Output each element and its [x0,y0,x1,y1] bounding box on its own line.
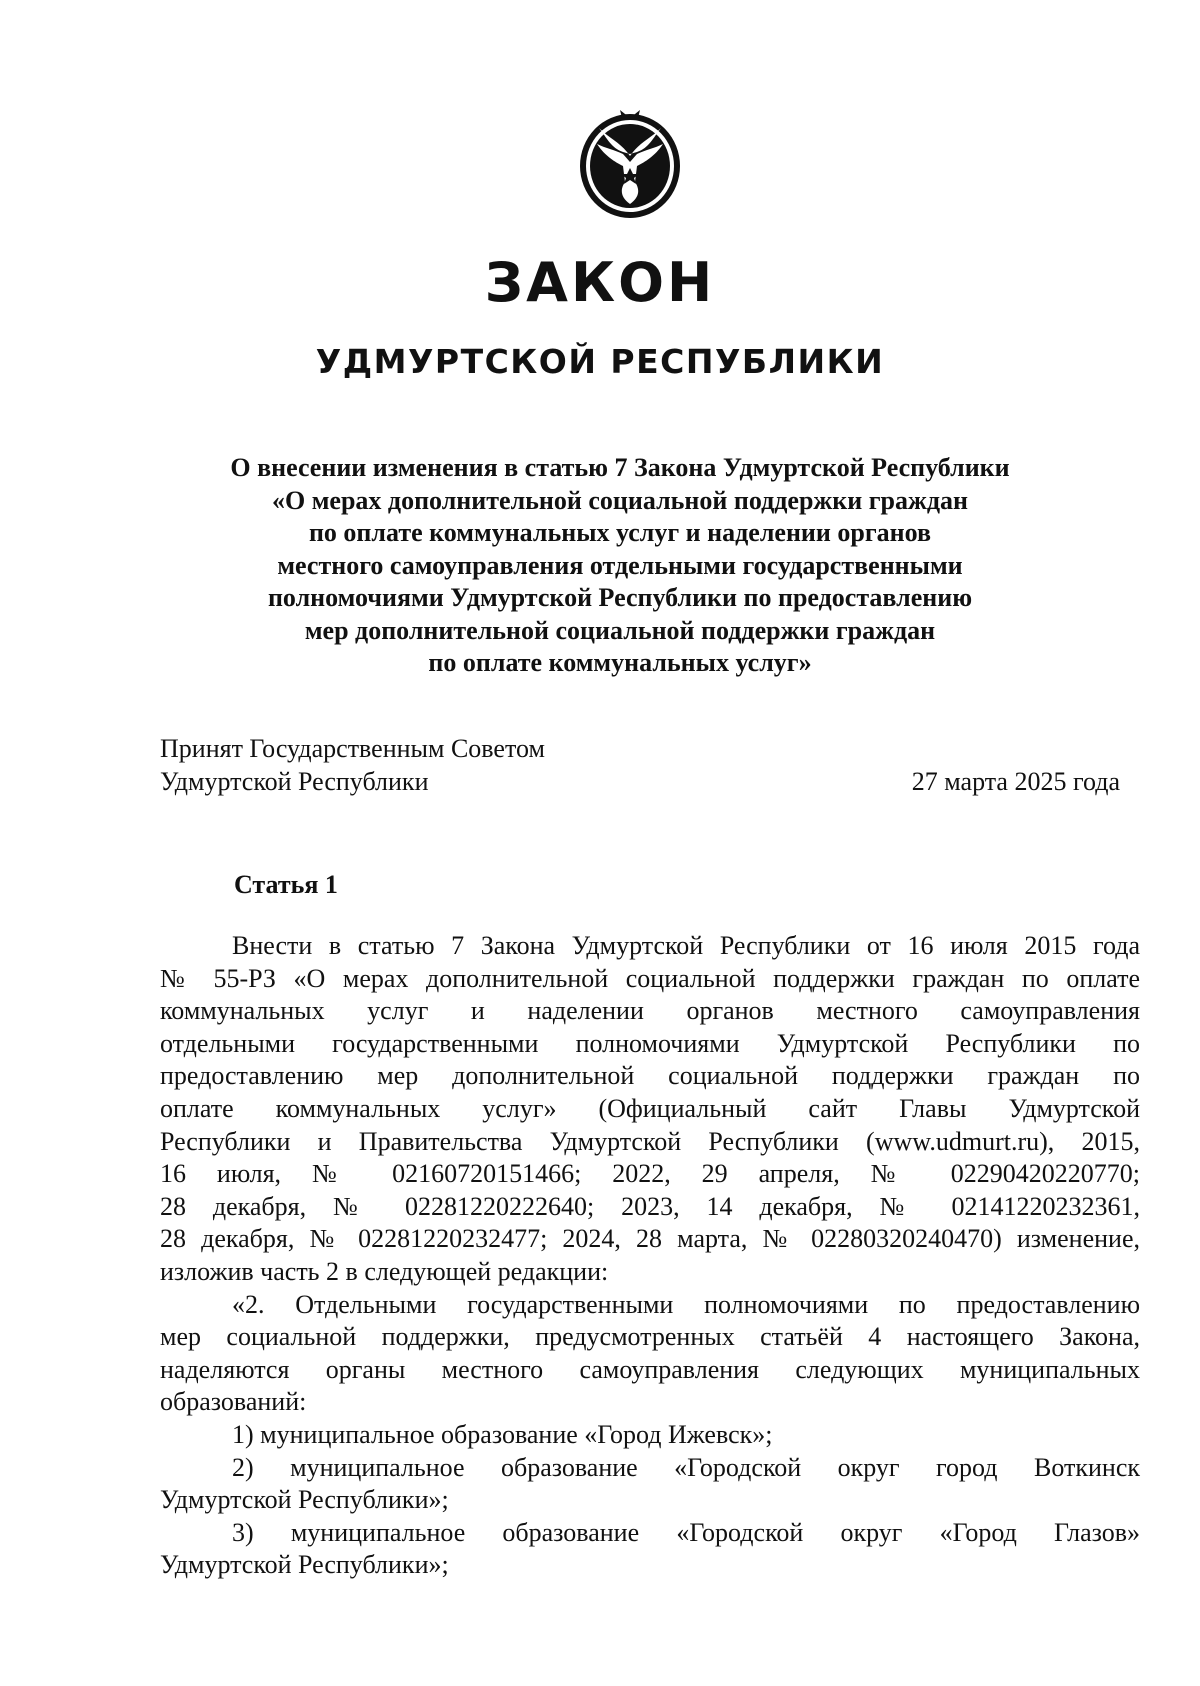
body-line: Внести в статью 7 Закона Удмуртской Республики от 16 июля 2015 года [232,931,1140,960]
heading-line: «О мерах дополнительной социальной поддержки граждан [271,485,968,515]
list-item-continuation: Удмуртской Республики»; [160,1485,449,1515]
document-title: ЗАКОН [484,251,716,314]
body-line: мер социальной поддержки, предусмотренных статьёй 4 настоящего Закона, [160,1322,1140,1352]
heading-line: мер дополнительной социальной поддержки граждан [304,615,936,645]
list-item-continuation: Удмуртской Республики»; [160,1550,449,1580]
adoption-info [160,732,545,798]
list-item: 3) муниципальное образование «Городской округ «Город Глазов» [232,1517,1140,1547]
heading-line: полномочиями Удмуртской Республики по предоставлению [267,583,973,612]
heading-line: местного самоуправления отдельными государственными [277,550,963,580]
body-line: оплате коммунальных услуг» (Официальный сайт Главы Удмуртской [160,1093,1140,1123]
body-line: предоставлению мер дополнительной социальной поддержки граждан по [160,1061,1140,1091]
body-line: № 55-РЗ «О мерах дополнительной социальной поддержки граждан по оплате [160,963,1140,993]
adoption-line-2: Удмуртской Республики [160,767,429,796]
body-line: 28 декабря, № 02281220232477; 2024, 28 марта, № 02280320240470) изменение, [160,1224,1140,1254]
udmurtia-coat-of-arms-icon [575,104,685,222]
body-line: образований: [160,1387,307,1417]
adoption-line-1: Принят Государственным Советом [160,734,545,763]
body-line: «2. Отдельными государственными полномочиями по предоставлению [232,1289,1140,1319]
body-line: Республики и Правительства Удмуртской Республики (www.udmurt.ru), 2015, [160,1126,1140,1156]
adoption-date: 27 марта 2025 года [911,767,1120,796]
article-body [160,930,1140,1582]
article-title: Статья 1 [234,870,338,899]
body-line: коммунальных услуг и наделении органов местного самоуправления [160,996,1140,1026]
body-line: наделяются органы местного самоуправления следующих муниципальных [160,1354,1140,1384]
document-subtitle: УДМУРТСКОЙ РЕСПУБЛИКИ [315,342,885,381]
law-heading [190,452,1050,680]
list-item: 1) муниципальное образование «Город Ижевск»; [232,1419,773,1449]
heading-line: по оплате коммунальных услуг» [428,648,812,677]
heading-line: по оплате коммунальных услуг и наделении органов [308,518,932,547]
list-item: 2) муниципальное образование «Городской округ город Воткинск [232,1452,1140,1482]
body-line: 28 декабря, № 02281220222640; 2023, 14 декабря, № 02141220232361, [160,1191,1140,1221]
heading-line: О внесении изменения в статью 7 Закона Удмуртской Республики [230,453,1010,482]
body-line: изложив часть 2 в следующей редакции: [160,1256,609,1286]
body-line: отдельными государственными полномочиями Удмуртской Республики по [160,1028,1140,1058]
body-line: 16 июля, № 02160720151466; 2022, 29 апреля, № 02290420220770; [160,1159,1140,1189]
